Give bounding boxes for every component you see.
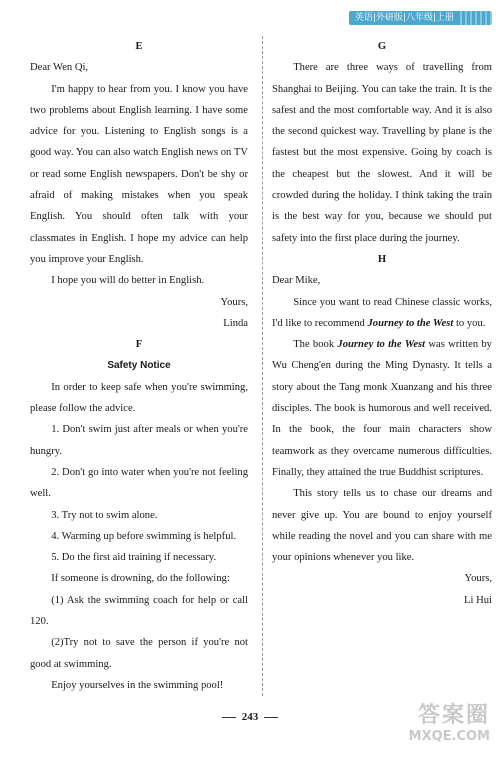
letter-body: I hope you will do better in English. <box>51 275 205 287</box>
notice-intro: In order to keep safe when you're swimming, please follow the advice. <box>30 381 248 415</box>
header-tag: 英语|外研版|八年级|上册 <box>349 11 492 25</box>
notice-subitem: (1) Ask the swimming coach for help or call 120. <box>30 594 248 628</box>
page-number: 243 <box>0 711 500 723</box>
notice-title: Safety Notice <box>107 360 171 372</box>
notice-item: 4. Warming up before swimming is helpful. <box>51 530 237 542</box>
notice-drowning: If someone is drowning, do the following: <box>51 573 230 585</box>
letter-closing: Yours, <box>220 296 248 308</box>
column-divider <box>262 36 263 696</box>
watermark-logo: 答案圈 MXQE.COM <box>408 703 490 744</box>
passage-body: There are three ways of travelling from Shanghai to Beijing. You can take the train. It is the safest and the most comfortable way. And it is also the second quickest way. Travelling by plane is the fastest but the most expensive. Going by coach is the cheapest but the slowest. And it will be crowded during the holiday. I think taking the train is the best way for you, because we should put safety into the first place during the journey. <box>272 62 492 244</box>
section-e-heading: E <box>135 41 143 52</box>
notice-item: 1. Don't swim just after meals or when you're hungry. <box>30 424 248 457</box>
letter-signature: Linda <box>223 317 248 329</box>
letter-body: The book Journey to the West was written by Wu Cheng'en during the Ming Dynasty. It tells a story about the Tang monk Xuanzang and his three disciples. The book is humorous and well received. In the book, the four main characters show teamwork as they overcame numerous difficulties. Finally, they attained the true Buddhist scriptures. <box>272 339 492 478</box>
book-title: Journey to the West <box>337 339 426 351</box>
section-f-heading: F <box>135 339 143 351</box>
letter-body: I'm happy to hear from you. I know you have two problems about English learning. I have some advice for you. Listening to English songs is a good way. You can also watch English news on TV or read some English newspapers. Don't be shy or afraid of making mistakes when you speak English. You should often talk with your classmates in English. I hope my advice can help you improve your English. <box>30 83 248 265</box>
section-h-heading: H <box>377 253 387 265</box>
letter-body: Since you want to read Chinese classic works, I'd like to recommend Journey to the West to you. <box>272 296 492 329</box>
letter-greeting: Dear Mike, <box>272 275 321 287</box>
left-column <box>30 36 248 696</box>
notice-item: 3. Try not to swim alone. <box>51 509 158 521</box>
notice-item: 5. Do the first aid training if necessary. <box>51 552 217 564</box>
notice-subitem: (2)Try not to save the person if you're not good at swimming. <box>30 637 248 670</box>
notice-end: Enjoy yourselves in the swimming pool! <box>51 679 224 691</box>
section-g-heading: G <box>377 41 387 52</box>
letter-body: This story tells us to chase our dreams and never give up. You are bound to enjoy yourself while reading the novel and you can share with me your opinions whenever you like. <box>272 488 492 564</box>
right-column <box>272 36 492 611</box>
notice-item: 2. Don't go into water when you're not feeling well. <box>30 466 248 500</box>
letter-closing: Yours, <box>464 573 492 585</box>
letter-greeting: Dear Wen Qi, <box>30 62 89 74</box>
book-title: Journey to the West <box>367 317 454 329</box>
letter-signature: Li Hui <box>464 594 492 606</box>
